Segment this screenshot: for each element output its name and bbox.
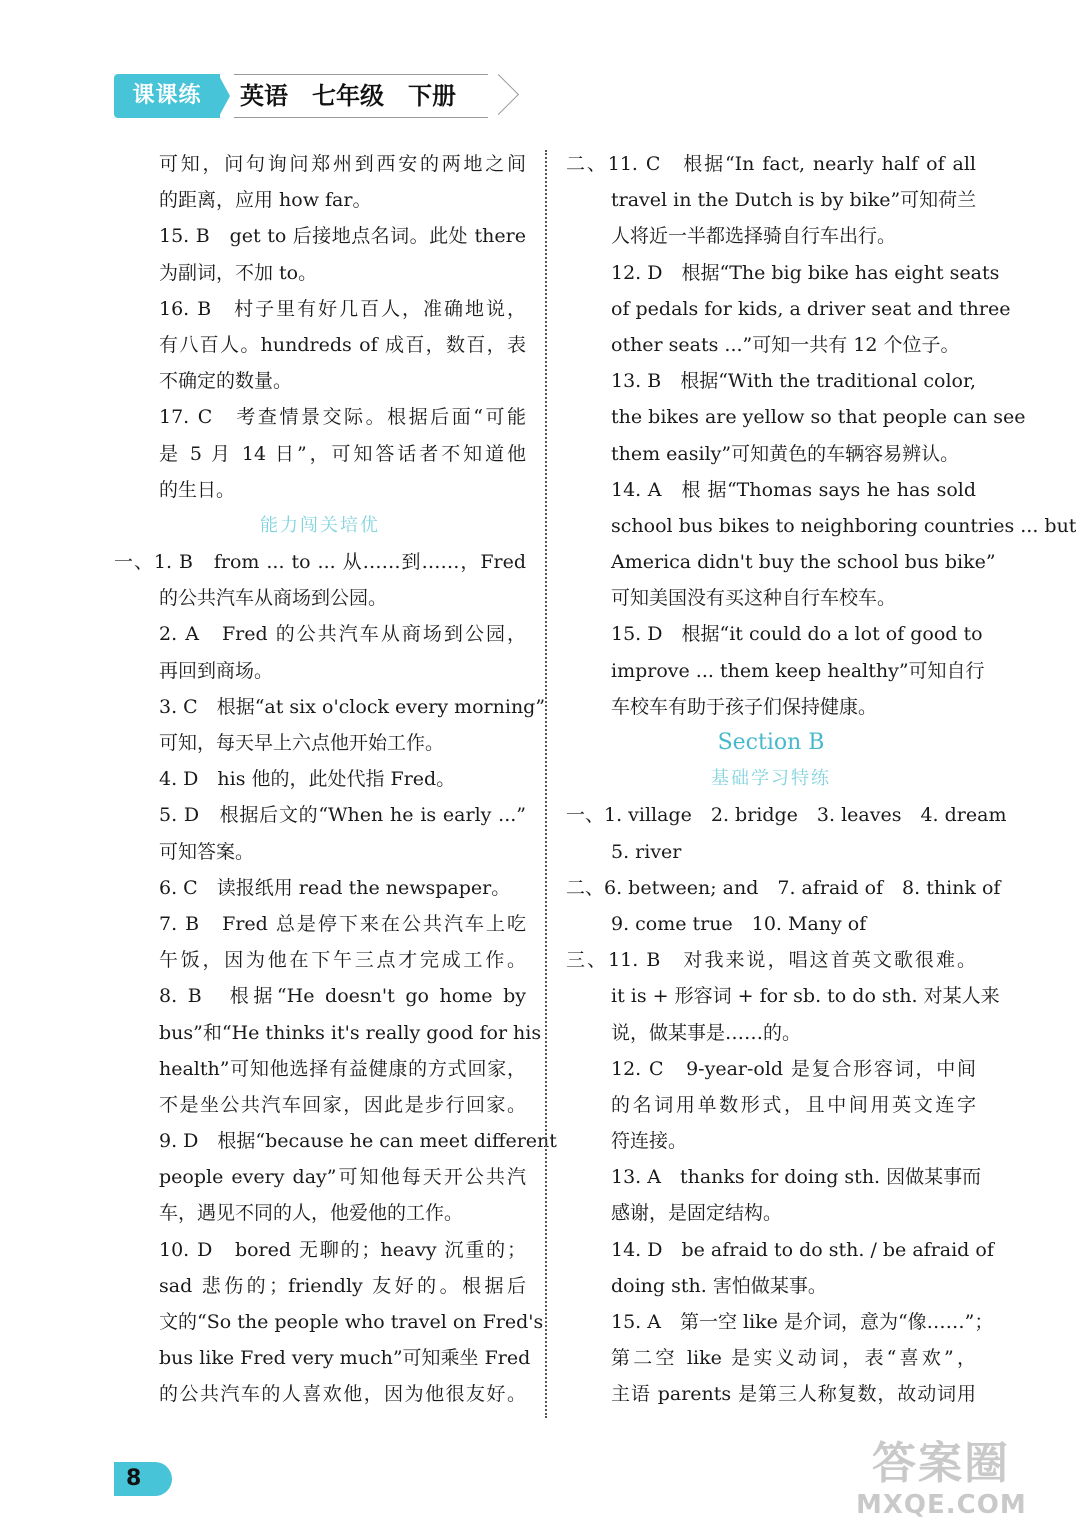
text-line: 8. B 根据“He doesn't go home by <box>159 985 526 1008</box>
text-line: 不是坐公共汽车回家，因此是步行回家。 <box>159 1093 526 1116</box>
text-line: 13. B 根据“With the traditional color, <box>611 370 977 393</box>
left-column <box>114 146 557 1413</box>
text-line: 为副词，不加 to。 <box>159 261 318 284</box>
text-line: 的公共汽车从商场到公园。 <box>159 587 388 610</box>
text-line: 15. D 根据“it could do a lot of good to <box>611 623 983 646</box>
text-line: 5. river <box>611 840 682 863</box>
text-line: 可知，问句询问郑州到西安的两地之间 <box>159 153 526 175</box>
text-line: 有八百人。hundreds of 成百，数百，表 <box>159 333 526 356</box>
text-line: 6. C 读报纸用 read the newspaper。 <box>159 876 511 899</box>
text-line: 4. D his 他的，此处代指 Fred。 <box>159 768 456 791</box>
text-line: 的公共汽车的人喜欢他，因为他很友好。 <box>159 1383 526 1406</box>
text-line: 一、1. B from ... to ... 从……到……，Fred <box>114 551 526 574</box>
text-line: 可知答案。 <box>159 840 255 863</box>
text-line: doing sth. 害怕做某事。 <box>611 1274 827 1297</box>
text-line: 5. D 根据后文的“When he is early ...” <box>159 804 526 827</box>
text-line: 12. D 根据“The big bike has eight seats <box>611 261 1000 284</box>
text-line: 二、11. C 根据“In fact, nearly half of all <box>566 153 976 175</box>
section-subtitle: 基础学习特练 <box>711 768 831 790</box>
text-line: 午饭，因为他在下午三点才完成工作。 <box>159 949 526 972</box>
watermark <box>856 1438 1026 1530</box>
page-number: 8 <box>114 1462 172 1496</box>
text-line: the bikes are yellow so that people can see <box>611 406 1026 429</box>
text-line: 的距离，应用 how far。 <box>159 189 372 212</box>
text-line: 主语 parents 是第三人称复数，故动词用 <box>611 1383 976 1406</box>
brand-notch <box>218 74 230 118</box>
text-line: 9. come true 10. Many of <box>611 912 867 935</box>
text-line: 符连接。 <box>611 1130 688 1153</box>
text-line: school bus bikes to neighboring countries ... but <box>611 514 1076 537</box>
text-line: 车校车有助于孩子们保持健康。 <box>611 695 878 718</box>
text-line: 车，遇见不同的人，他爱他的工作。 <box>159 1202 464 1225</box>
text-line: 14. A 根 据“Thomas says he has sold <box>611 478 976 501</box>
page-header <box>114 72 506 120</box>
section-heading: Section B <box>717 730 825 755</box>
text-line: 第二空 like 是实义动词，表“喜欢”， <box>611 1347 976 1370</box>
text-line: 2. A Fred 的公共汽车从商场到公园， <box>159 623 526 646</box>
text-line: 二、6. between; and 7. afraid of 8. think of <box>566 876 1001 899</box>
right-column <box>566 146 1076 1413</box>
text-line: 13. A thanks for doing sth. 因做某事而 <box>611 1166 982 1189</box>
column-divider <box>545 150 547 1418</box>
text-line: travel in the Dutch is by bike”可知荷兰 <box>611 189 977 212</box>
text-line: 再回到商场。 <box>159 659 274 682</box>
text-line: 的生日。 <box>159 478 236 501</box>
text-line: 一、1. village 2. bridge 3. leaves 4. dream <box>566 804 1007 827</box>
text-line: people every day”可知他每天开公共汽 <box>159 1166 526 1189</box>
text-line: 文的“So the people who travel on Fred's <box>159 1311 544 1333</box>
text-line: of pedals for kids, a driver seat and three <box>611 297 1011 320</box>
text-line: 人将近一半都选择骑自行车出行。 <box>611 225 897 248</box>
text-line: improve ... them keep healthy”可知自行 <box>611 659 985 682</box>
text-line: 的名词用单数形式，且中间用英文连字 <box>611 1093 976 1116</box>
text-line: 9. D 根据“because he can meet different <box>159 1130 557 1153</box>
text-line: America didn't buy the school bus bike” <box>611 551 996 574</box>
text-line: 12. C 9-year-old 是复合形容词，中间 <box>611 1057 976 1080</box>
text-line: 可知美国没有买这种自行车校车。 <box>611 587 897 610</box>
text-line: 说，做某事是……的。 <box>611 1021 802 1044</box>
text-line: 7. B Fred 总是停下来在公共汽车上吃 <box>159 912 526 935</box>
text-line: 三、11. B 对我来说，唱这首英文歌很难。 <box>566 949 976 972</box>
text-line: 14. D be afraid to do sth. / be afraid of <box>611 1238 994 1261</box>
text-line: 是 5 月 14 日”，可知答话者不知道他 <box>159 442 526 465</box>
book-title: 英语 七年级 下册 <box>234 74 488 118</box>
text-line: it is + 形容词 + for sb. to do sth. 对某人来 <box>611 985 1000 1008</box>
section-subtitle: 能力闯关培优 <box>260 514 380 536</box>
text-line: 可知，每天早上六点他开始工作。 <box>159 732 445 754</box>
text-line: 17. C 考查情景交际。根据后面“可能 <box>159 406 526 429</box>
brand-badge: 课课练 <box>114 74 220 118</box>
text-line: 3. C 根据“at six o'clock every morning” <box>159 695 546 718</box>
watermark-logo-text: 答案圈 <box>872 1438 1010 1489</box>
text-line: them easily”可知黄色的车辆容易辨认。 <box>611 442 960 465</box>
text-line: bus like Fred very much”可知乘坐 Fred <box>159 1347 531 1370</box>
text-line: sad 悲伤的；friendly 友好的。根据后 <box>159 1274 526 1297</box>
text-line: 16. B 村子里有好几百人，准确地说， <box>159 297 526 320</box>
text-line: 10. D bored 无聊的；heavy 沉重的； <box>159 1238 526 1261</box>
text-line: 不确定的数量。 <box>159 370 293 393</box>
watermark-url: MXQE.COM <box>856 1490 1027 1520</box>
text-line: 15. B get to 后接地点名词。此处 there <box>159 225 526 248</box>
text-line: 15. A 第一空 like 是介词，意为“像……”； <box>611 1311 994 1333</box>
text-line: bus”和“He thinks it's really good for his <box>159 1021 542 1044</box>
text-line: other seats ...”可知一共有 12 个位子。 <box>611 333 960 356</box>
text-line: health”可知他选择有益健康的方式回家， <box>159 1057 526 1080</box>
text-line: 感谢，是固定结构。 <box>611 1202 783 1225</box>
